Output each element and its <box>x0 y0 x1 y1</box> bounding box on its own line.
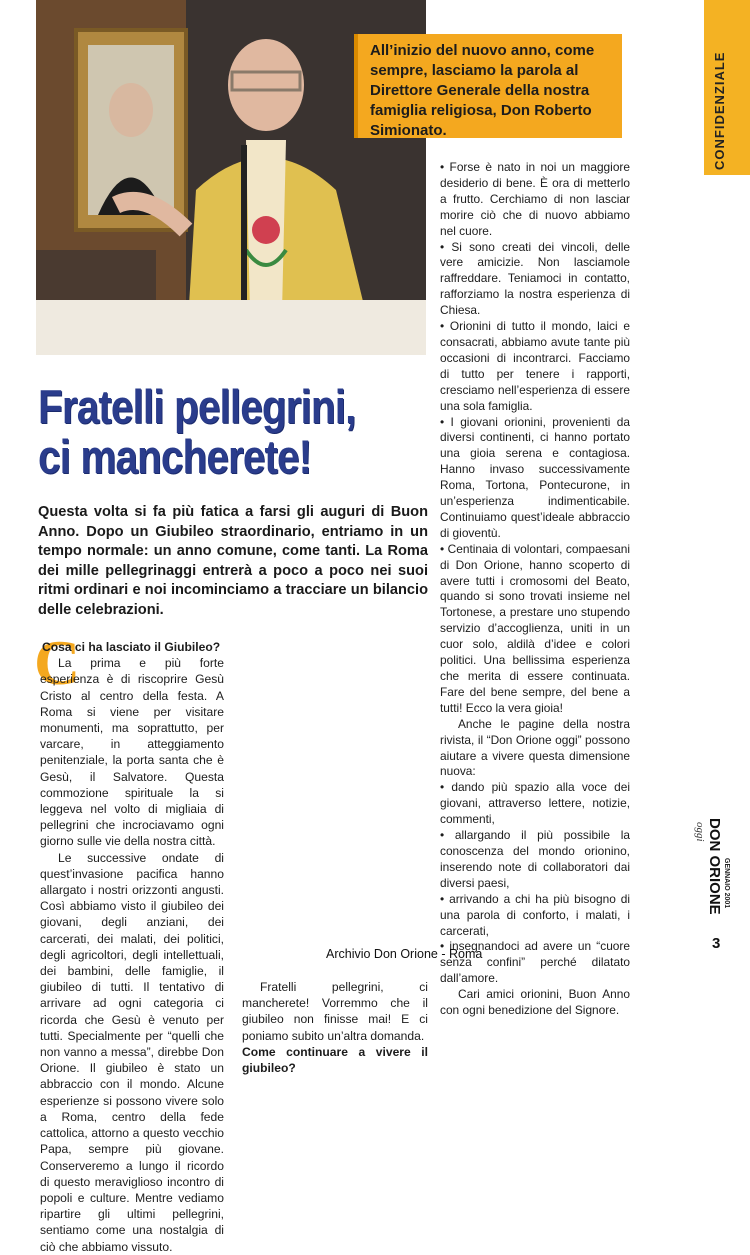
question-heading-1: Cosa ci ha lasciato il Giubileo? <box>42 640 221 654</box>
column-1 <box>40 639 224 1255</box>
intro-box: All’inizio del nuovo anno, come sempre, lasciamo la parola al Direttore Generale della nostra famiglia religiosa, Don Roberto Simionato. <box>354 34 622 138</box>
page-number: 3 <box>712 935 721 952</box>
headline-line-1: Fratelli pellegrini, <box>38 380 356 433</box>
headline-line-2: ci mancherete! <box>38 430 312 483</box>
column-3 <box>440 160 630 1019</box>
magazine-title: DON ORIONE <box>706 818 723 915</box>
archive-note: Archivio Don Orione - Roma <box>326 947 483 961</box>
magazine-oggi: oggi <box>694 822 706 842</box>
bullet-item: • Centinaia di volontari, compaesani di Don Orione, hanno scoperto di avere tutti i cromosomi del Beato, quando si sono trovati insieme nel Tortonese, a prestare uno stupendo servizio d’accoglienza, uniti in un cuor solo, aldilà d’idee e colori politici. Una bellissima esperienza che merita di essere continuata. Fare del bene sempre, del bene a tutti! Ecco la vera gioia! <box>440 541 630 715</box>
bullet-item: • Forse è nato in noi un maggiore desiderio di bene. È ora di metterlo a frutto. Cerchiamo di non lasciar morire ciò che di nuovo abbiamo nel cuore. <box>440 160 630 238</box>
bullet-item: • Orionini di tutto il mondo, laici e consacrati, abbiamo avute tante più occasioni di incontrarci. Facciamo di tutto per tenere i rapporti, cresciamo nell’esperienza di essere una sola famiglia. <box>440 319 630 413</box>
headline <box>38 382 382 482</box>
bullet-item: • Si sono creati dei vincoli, delle vere amicizie. Non lasciamole raffreddare. Teniamoci in contatto, rafforziamo la nostra esperienza di Chiesa. <box>440 239 630 318</box>
bullet-item: • dando più spazio alla voce dei giovani, attraverso lettere, notizie, commenti, <box>440 780 630 827</box>
bullet-item: • insegnandoci ad avere un “cuore senza confini” perché dilatato dall’amore. <box>440 939 630 986</box>
deck-paragraph: Questa volta si fa più fatica a farsi gli auguri di Buon Anno. Dopo un Giubileo straordinario, entriamo in un tempo normale: un anno comune, come tanti. La Roma dei mille pellegrinaggi entrerà a poco a poco nei suoi ritmi ordinari e noi incominciamo a tracciare un bilancio delle celebrazioni. <box>38 504 428 618</box>
bullet-item: • arrivando a chi ha più bisogno di una parola di conforto, i malati, i carcerati, <box>440 891 630 938</box>
paragraph: La prima e più forte esperienza è di riscoprire Gesù Cristo al centro della festa. A Roma si viene per visitare monumenti, ma soprattutto, per varcare, in atteggiamento penitenziale, la porta santa che è Gesù, il Salvatore. Questa commozione spirituale la si leggeva nel volto di migliaia di pellegrini che incrociavamo ogni giorno sulle vie della nostra città. <box>40 656 224 849</box>
drop-cap: C <box>34 627 81 698</box>
magazine-date: GENNAIO 2001 <box>723 858 730 909</box>
paragraph: Le successive ondate di quest’invasione pacifica hanno allargato i nostri orizzonti angusti. Così abbiamo visto il giubileo dei giovani, degli anziani, dei carcerati, dei malati, dei politici, degli agricoltori, degli intellettuali, dei bambini, delle famiglie, il giubileo di tutti. Il tentativo di arrivare ad ogni categoria ci ricorda che Gesù è venuto per tutti. Specialmente per “quelli che non vanno a messa”, direbbe Don Orione. Il giubileo è stato un abbraccio con il mondo. Alcune esperienze si possono vivere solo a Roma, centro della fede cattolica, attorno a questo vecchio Papa, sempre più giovane. Conserveremo a lungo il ricordo di questo meraviglioso incontro di popoli e culture. Mentre vediamo ripartire gli ultimi pellegrini, sentiamo come una nostalgia di ciò che abbiamo vissuto. <box>40 850 224 1254</box>
section-label: CONFIDENZIALE <box>712 51 727 170</box>
bullet-item: • I giovani orionini, provenienti da diversi continenti, ci hanno portato una gioia serena e contagiosa. Hanno invaso successivamente Roma, Tortona, Pontecurone, in un’esperienza indimenticabile. Continuiamo quest’ideale abbraccio di gioventù. <box>440 414 630 540</box>
paragraph: Cari amici orionini, Buon Anno con ogni benedizione del Signore. <box>440 987 630 1018</box>
column-2 <box>242 639 428 1076</box>
paragraph: Anche le pagine della nostra rivista, il “Don Orione oggi” possono aiutare a vivere questa dimensione nuova: <box>440 716 630 779</box>
question-heading-2: Come continuare a vivere il giubileo? <box>242 1044 428 1076</box>
bullet-item: • allargando il più possibile la conoscenza del mondo orionino, inserendo note di collaboratori dai diversi paesi, <box>440 828 630 890</box>
paragraph: Fratelli pellegrini, ci mancherete! Vorremmo che il giubileo non finisse mai! E ci poniamo subito un’altra domanda. <box>242 980 428 1043</box>
